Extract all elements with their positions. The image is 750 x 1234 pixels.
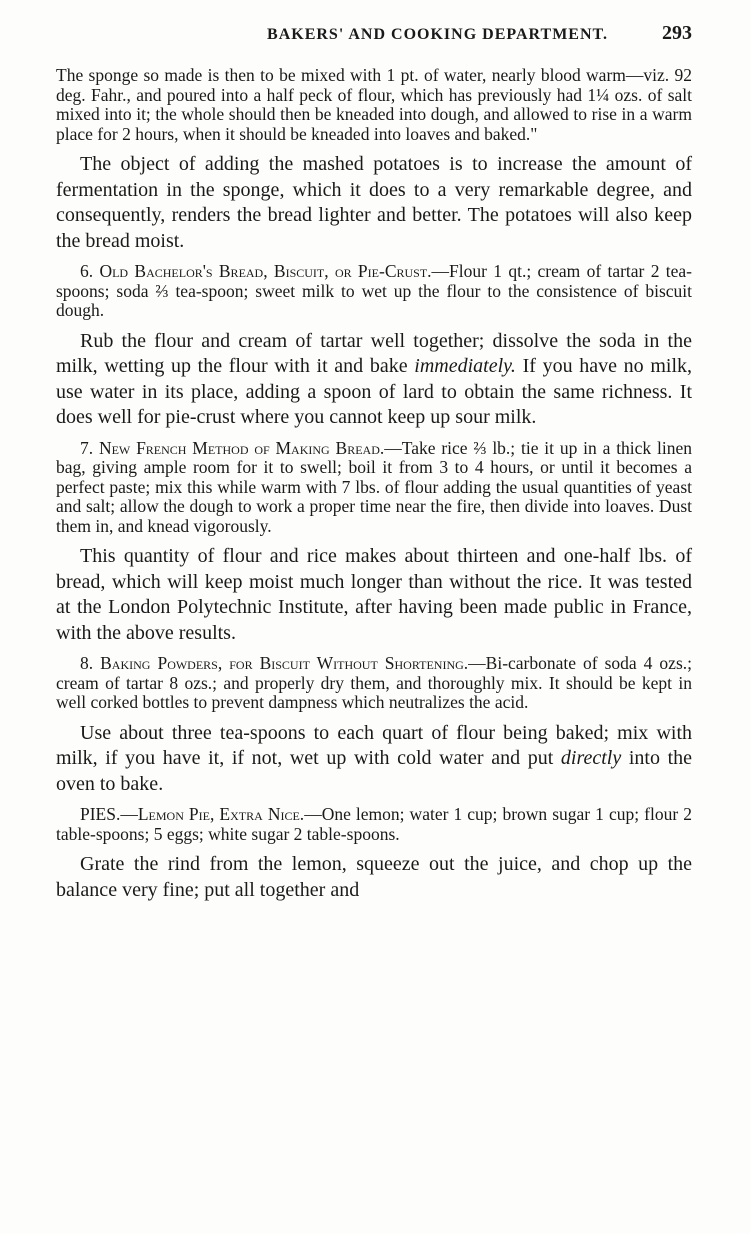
page-number: 293 [662,22,692,44]
recipe-title: Baking Powders, for Biscuit Without Shortening. [100,653,469,673]
recipe-french-bread [56,439,692,537]
page-header [56,22,692,66]
recipe-number: 6. [80,261,94,281]
recipe-lemon-pie [56,805,692,844]
paragraph-sponge: The sponge so made is then to be mixed with 1 pt. of water, nearly blood warm—viz. 92 deg. Fahr., and poured into a half peck of flour, which has previously had 1¼ ozs. of salt mixed into it; the whole should then be kneaded into dough, and allowed to rise in a warm place for 2 hours, when it should be kneaded into loaves and baked." [56,65,692,144]
recipe-number: 8. [80,653,94,673]
recipe-title: —Lemon Pie, Extra Nice. [120,804,305,824]
emphasis-directly: directly [560,747,622,769]
recipe-ingredients: —Bi-carbonate of soda 4 ozs.; cream of tartar 8 ozs.; and properly dry them, and thoroughly mix. It should be kept in well corked bottles to prevent dampness which neutralizes the acid. [56,653,692,712]
text-run: Rub the flour and cream of tartar well together; dissolve the soda in the milk, wetting up the flour with it and bake [56,329,692,377]
paragraph-use-tea-spoons [56,721,692,798]
text-run: into the oven to bake. [56,747,693,795]
recipe-old-bachelors-bread [56,262,692,321]
section-heading: PIES. [80,804,121,824]
recipe-ingredients: —Flour 1 qt.; cream of tartar 2 tea-spoons; soda ⅔ tea-spoon; sweet milk to wet up the flour to the consistence of biscuit dough. [56,261,692,320]
recipe-ingredients: —One lemon; water 1 cup; brown sugar 1 cup; flour 2 table-spoons; 5 eggs; white sugar 2 table-spoons. [56,804,692,844]
running-head: BAKERS' AND COOKING DEPARTMENT. [267,26,608,43]
paragraph-flour-rice: This quantity of flour and rice makes about thirteen and one-half lbs. of bread, which will keep moist much longer than without the rice. It was tested at the London Polytechnic Institute, after having been made public in France, with the above results. [56,545,692,644]
recipe-baking-powders [56,654,692,713]
recipe-title: Old Bachelor's Bread, Biscuit, or Pie-Crust. [99,261,432,281]
text-run: If you have no milk, use water in its place, adding a spoon of lard to obtain the same richness. It does well for pie-crust where you cannot keep up sour milk. [56,355,693,428]
text-run: Use about three tea-spoons to each quart of flour being baked; mix with milk, if you have it, if not, wet up with cold water and put [56,721,692,769]
paragraph-potatoes: The object of adding the mashed potatoes is to increase the amount of fermentation in the sponge, which it does to a very remarkable degree, and consequently, renders the bread lighter and better. The potatoes will also keep the bread moist. [56,153,692,252]
recipe-number: 7. [80,437,94,458]
emphasis-immediately: immediately. [414,355,516,377]
recipe-title: New French Method of Making Bread. [98,437,385,458]
recipe-ingredients: —Take rice ⅔ lb.; tie it up in a thick linen bag, giving ample room for it to swell; boil it from 3 to 4 hours, or until it becomes a perfect paste; mix this while warm with 7 lbs. of flour adding the usual quantities of yeast and salt; allow the dough to work a proper time near the fire, then divide into loaves. Dust them in, and knead vigorously. [56,437,692,536]
paragraph-rub-flour [56,329,692,431]
paragraph-grate-rind: Grate the rind from the lemon, squeeze out the juice, and chop up the balance very fine; put all together and [56,853,692,901]
